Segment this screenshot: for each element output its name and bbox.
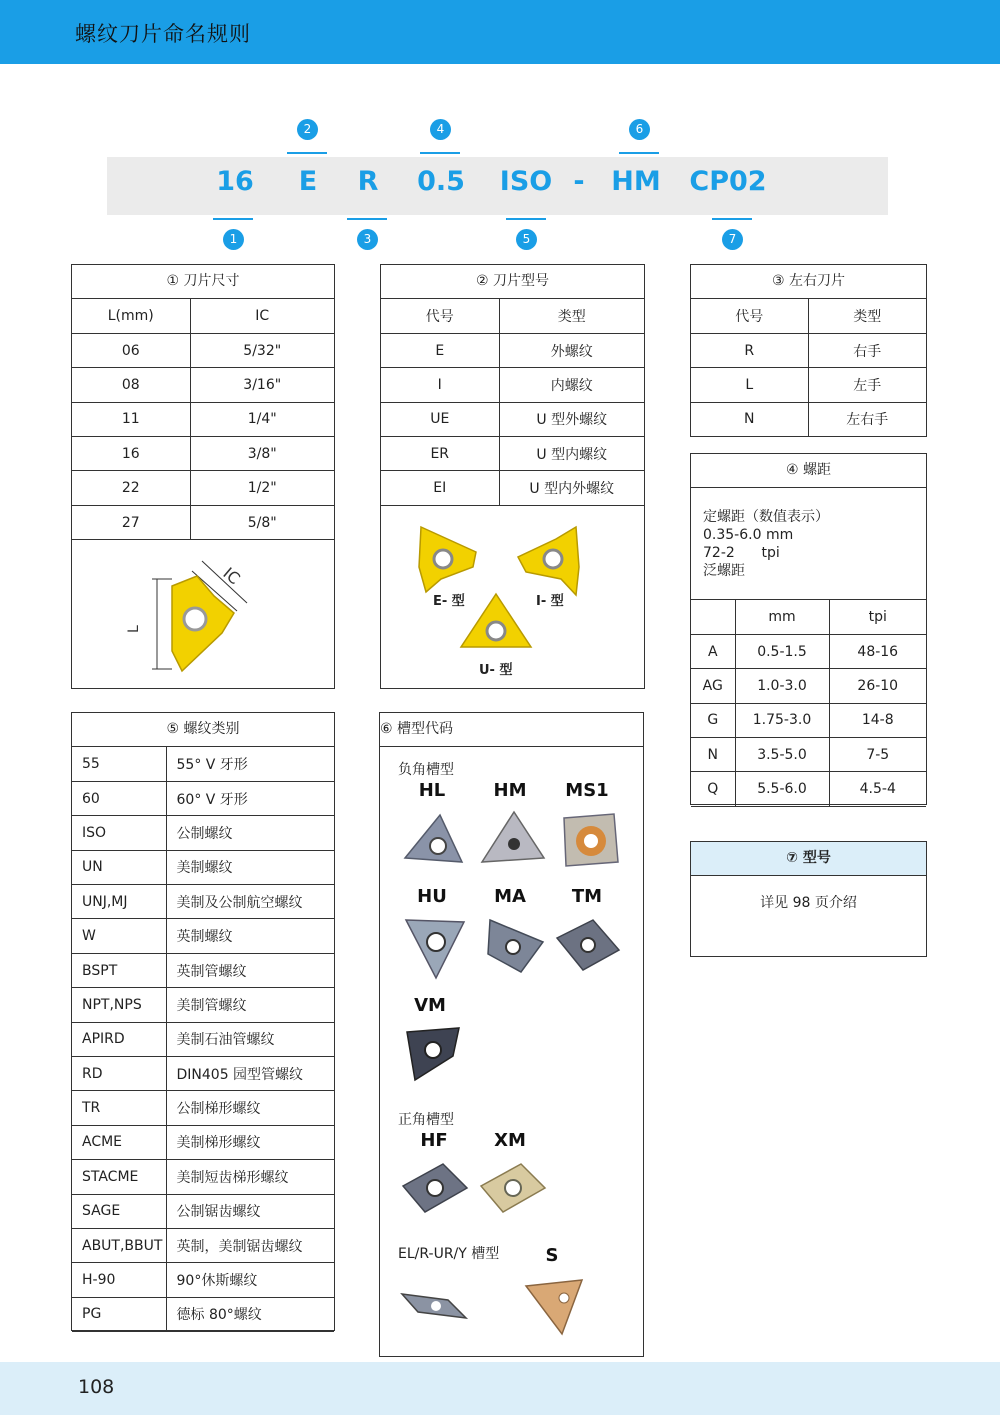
table-row [72,816,334,850]
insert-dimension-figure [72,541,332,686]
cell: 16 [72,437,190,471]
tm-insert-icon [553,916,623,974]
cell: 外螺纹 [499,333,644,367]
header-cell: 代号 [381,299,499,333]
cell: 3/16" [190,368,334,402]
cell: UN [72,850,166,884]
table-row [72,1228,334,1262]
dim-ic-label: IC [219,563,244,589]
e-type-insert-icon [419,527,476,592]
cell: 美制短齿梯形螺纹 [166,1160,334,1194]
cell: U 型内螺纹 [499,437,644,471]
code-seg-size: 16 [216,166,254,197]
marker-line-6 [619,152,659,154]
table-title: ④ 螺距 [691,454,926,488]
cell: TR [72,1091,166,1125]
groove-name-ms1: MS1 [565,780,609,801]
cell: 48-16 [829,634,926,668]
table-row [691,402,926,436]
table-row [691,738,926,772]
cell: I [381,368,499,402]
cell: 06 [72,333,190,367]
el-insert-icon [398,1284,470,1324]
cell: 美制及公制航空螺纹 [166,885,334,919]
hm-insert-icon [478,808,548,868]
cell: 英制，美制锯齿螺纹 [166,1228,334,1262]
cell: 美制螺纹 [166,850,334,884]
table-row [72,437,334,471]
marker-3: 3 [357,229,378,250]
cell: 公制锯齿螺纹 [166,1194,334,1228]
negative-groove-label: 负角槽型 [398,762,454,778]
cell: W [72,919,166,953]
table-grade [690,841,927,957]
table-row [72,1297,334,1331]
cell: 11 [72,402,190,436]
cell: 26-10 [829,669,926,703]
cell: U 型内外螺纹 [499,471,644,505]
page-title: 螺纹刀片命名规则 [75,22,251,46]
code-seg-type: E [298,166,318,197]
cell: STACME [72,1160,166,1194]
cell: 左手 [808,368,926,402]
code-seg-dash: - [573,166,585,197]
hu-insert-icon [400,914,470,984]
marker-line-4 [420,152,460,154]
cell: DIN405 园型管螺纹 [166,1057,334,1091]
cell: Q [691,772,735,806]
cell: 5/8" [190,505,334,539]
header-cell [691,600,735,634]
cell: ABUT,BBUT [72,1228,166,1262]
groove-name-xm: XM [494,1130,526,1151]
marker-1: 1 [223,229,244,250]
table-row [72,850,334,884]
table-thread-category [71,712,335,1331]
e-type-label: E- 型 [433,594,465,609]
table-row [381,437,644,471]
marker-line-2 [287,152,327,154]
table-row [691,772,926,806]
table-row [72,1091,334,1125]
ms1-insert-icon [556,810,626,870]
u-type-insert-icon [461,594,531,647]
groove-name-vm: VM [414,995,446,1016]
table-row [691,669,926,703]
table-row [72,953,334,987]
table-title: ① 刀片尺寸 [72,265,334,299]
groove-name-hf: HF [420,1130,448,1151]
xm-insert-icon [477,1160,549,1216]
cell: UNJ,MJ [72,885,166,919]
header-cell: L(mm) [72,299,190,333]
code-seg-pitch: 0.5 [417,166,465,197]
cell: APIRD [72,1022,166,1056]
groove-name-ma: MA [494,886,526,907]
cell: 美制石油管螺纹 [166,1022,334,1056]
cell: A [691,634,735,668]
cell: 3/8" [190,437,334,471]
positive-groove-label: 正角槽型 [398,1112,454,1128]
table-row [72,333,334,367]
cell: 0.5-1.5 [735,634,829,668]
table-row [72,505,334,539]
cell: 60 [72,781,166,815]
table-title: ⑥ 槽型代码 [380,713,643,747]
marker-line-5 [506,218,546,220]
header-cell: 类型 [499,299,644,333]
table-row [72,368,334,402]
table-insert-size [71,264,335,689]
grade-note: 详见 98 页介绍 [760,895,857,911]
cell: 左右手 [808,402,926,436]
header-cell: IC [190,299,334,333]
pitch-description [691,488,926,600]
pitch-desc-line: 定螺距（数值表示） [703,509,829,525]
groove-name-tm: TM [571,886,603,907]
table-title: ⑤ 螺纹类别 [72,713,334,747]
table-row [72,402,334,436]
cell: SAGE [72,1194,166,1228]
cell: 5/32" [190,333,334,367]
cell: BSPT [72,953,166,987]
cell: 14-8 [829,703,926,737]
table-row [72,885,334,919]
cell: 内螺纹 [499,368,644,402]
table-row [381,402,644,436]
marker-line-1 [213,218,253,220]
page-footer [0,1362,1000,1415]
cell: H-90 [72,1263,166,1297]
cell: L [691,368,808,402]
cell: 08 [72,368,190,402]
table-row [72,471,334,505]
cell: N [691,402,808,436]
marker-7: 7 [722,229,743,250]
cell: 英制螺纹 [166,919,334,953]
cell: EI [381,471,499,505]
i-type-label: I- 型 [536,594,564,609]
table-hand [690,264,927,437]
table-pitch [690,453,927,805]
code-seg-chip: HM [611,166,661,197]
cell: ACME [72,1125,166,1159]
vm-insert-icon [403,1022,465,1084]
pitch-desc-line: 72-2 tpi [703,545,780,561]
table-row [381,368,644,402]
table-row [72,1125,334,1159]
cell: 90°休斯螺纹 [166,1263,334,1297]
cell: 德标 80°螺纹 [166,1297,334,1331]
cell: 55 [72,747,166,781]
table-title: ② 刀片型号 [381,265,644,299]
cell: 4.5-4 [829,772,926,806]
u-type-label: U- 型 [479,663,513,678]
table-row [72,747,334,781]
code-seg-grade: CP02 [689,166,767,197]
table-row [72,1022,334,1056]
cell: 美制管螺纹 [166,988,334,1022]
groove-name-hm: HM [493,780,527,801]
s-insert-icon [522,1276,592,1338]
groove-name-hu: HU [417,886,447,907]
cell: ER [381,437,499,471]
groove-name-s: S [545,1245,559,1266]
marker-5: 5 [516,229,537,250]
cell: 1/4" [190,402,334,436]
ma-insert-icon [485,914,550,976]
el-groove-label: EL/R-UR/Y 槽型 [398,1246,500,1262]
page-number: 108 [78,1376,115,1398]
hl-insert-icon [400,810,470,870]
cell: E [381,333,499,367]
hf-insert-icon [399,1160,471,1216]
cell: 英制管螺纹 [166,953,334,987]
cell: 右手 [808,333,926,367]
dim-l-label: L [126,625,142,633]
marker-line-7 [712,218,752,220]
insert-types-figure [381,507,643,687]
header-cell: 代号 [691,299,808,333]
cell: 7-5 [829,738,926,772]
code-seg-hand: R [357,166,379,197]
table-row [72,988,334,1022]
table-row [72,1160,334,1194]
header-cell: tpi [829,600,926,634]
cell: 1.75-3.0 [735,703,829,737]
cell: 1/2" [190,471,334,505]
table-row [72,1057,334,1091]
i-type-insert-icon [518,527,579,595]
table-title: ③ 左右刀片 [691,265,926,299]
cell: AG [691,669,735,703]
marker-4: 4 [430,119,451,140]
code-seg-thread: ISO [499,166,553,197]
table-row [691,703,926,737]
cell: 公制螺纹 [166,816,334,850]
cell: PG [72,1297,166,1331]
cell: 1.0-3.0 [735,669,829,703]
marker-line-3 [347,218,387,220]
table-row [72,1263,334,1297]
table-title: ⑦ 型号 [691,842,926,876]
cell: 3.5-5.0 [735,738,829,772]
cell: 5.5-6.0 [735,772,829,806]
table-row [72,1194,334,1228]
cell: 22 [72,471,190,505]
cell: 公制梯形螺纹 [166,1091,334,1125]
table-insert-type [380,264,645,689]
cell: 60° V 牙形 [166,781,334,815]
table-row [381,471,644,505]
cell: UE [381,402,499,436]
cell: 55° V 牙形 [166,747,334,781]
marker-6: 6 [629,119,650,140]
cell: 美制梯形螺纹 [166,1125,334,1159]
table-row [381,333,644,367]
cell: ISO [72,816,166,850]
table-row [72,919,334,953]
marker-2: 2 [297,119,318,140]
table-row [691,634,926,668]
cell: N [691,738,735,772]
header-cell: 类型 [808,299,926,333]
table-row [72,781,334,815]
cell: 27 [72,505,190,539]
groove-name-hl: HL [418,780,446,801]
pitch-desc-line: 0.35-6.0 mm [703,527,794,543]
header-cell: mm [735,600,829,634]
pitch-desc-line: 泛螺距 [703,563,745,579]
cell: G [691,703,735,737]
table-row [691,333,926,367]
cell: NPT,NPS [72,988,166,1022]
cell: U 型外螺纹 [499,402,644,436]
cell: R [691,333,808,367]
cell: RD [72,1057,166,1091]
page-header [0,0,1000,64]
table-row [691,368,926,402]
